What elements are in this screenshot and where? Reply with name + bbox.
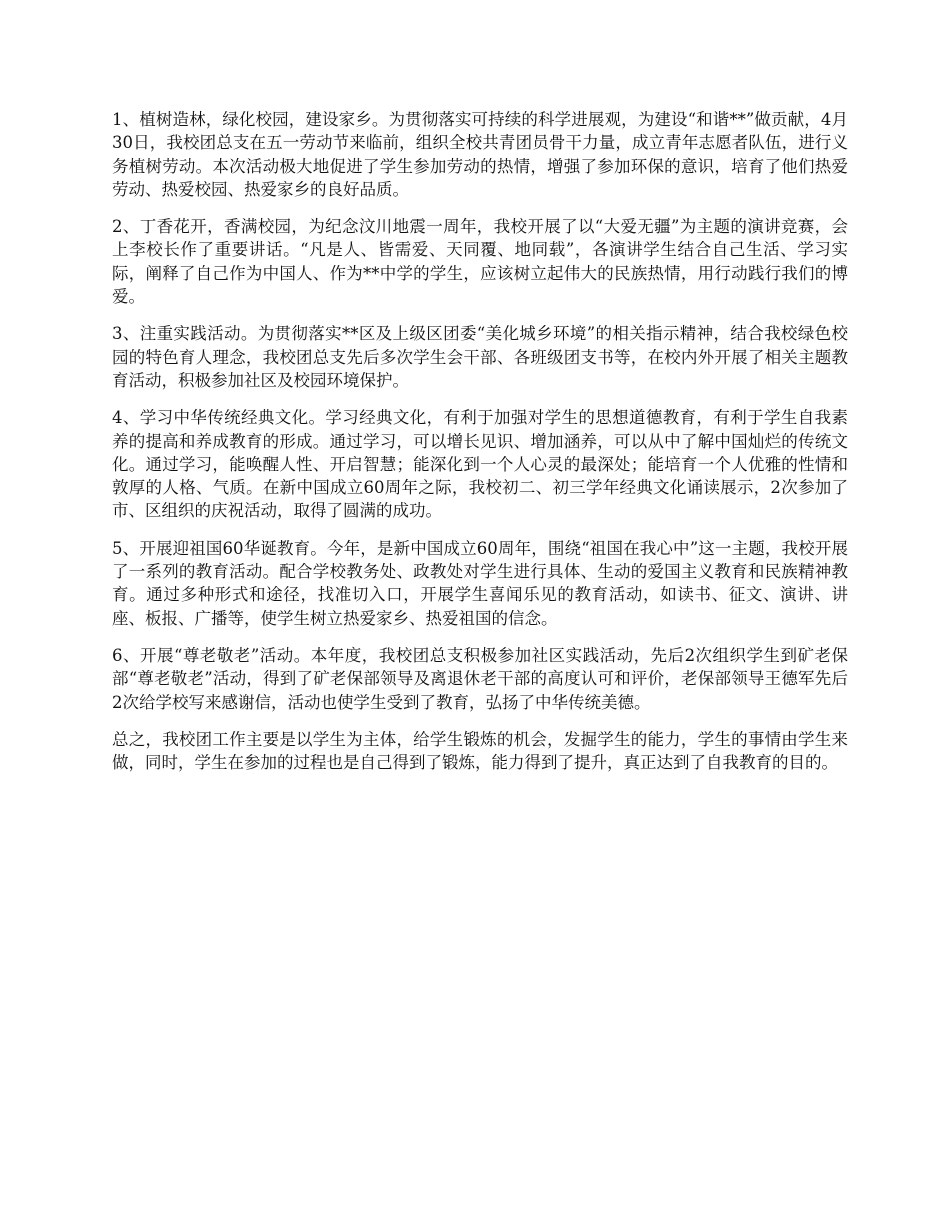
paragraph-1: 1、植树造林，绿化校园，建设家乡。为贯彻落实可持续的科学进展观，为建设“和谐**”做贡献，4月30日，我校团总支在五一劳动节来临前，组织全校共青团员骨干力量，成立青年志愿者队伍，进行义务植树劳动。本次活动极大地促进了学生参加劳动的热情，增强了参加环保的意识，培育了他们热爱劳动、热爱校园、热爱家乡的良好品质。 (112, 110, 848, 199)
paragraph-3: 3、注重实践活动。为贯彻落实**区及上级区团委“美化城乡环境”的相关指示精神，结合我校绿色校园的特色育人理念，我校团总支先后多次学生会干部、各班级团支书等，在校内外开展了相关主题教育活动，积极参加社区及校园环境保护。 (112, 324, 848, 390)
document-body (112, 108, 848, 788)
paragraph-5: 5、开展迎祖国60华诞教育。今年，是新中国成立60周年，围绕“祖国在我心中”这一主题，我校开展了一系列的教育活动。配合学校教务处、政教处对学生进行具体、生动的爱国主义教育和民族精神教育。通过多种形式和途径，找准切入口，开展学生喜闻乐见的教育活动，如读书、征文、演讲、讲座、板报、广播等，使学生树立热爱家乡、热爱祖国的信念。 (112, 538, 848, 628)
paragraph-summary: 总之，我校团工作主要是以学生为主体，给学生锻炼的机会，发掘学生的能力，学生的事情由学生来做，同时，学生在参加的过程也是自己得到了锻炼，能力得到了提升，真正达到了自我教育的目的。 (112, 729, 848, 773)
paragraph-2: 2、丁香花开，香满校园，为纪念汶川地震一周年，我校开展了以“大爱无疆”为主题的演讲竞赛，会上李校长作了重要讲话。“凡是人、皆需爱、天同覆、地同载”，各演讲学生结合自己生活、学习实际，阐释了自己作为中国人、作为**中学的学生，应该树立起伟大的民族热情，用行动践行我们的博爱。 (112, 217, 848, 307)
paragraph-6: 6、开展“尊老敬老”活动。本年度，我校团总支积极参加社区实践活动，先后2次组织学生到矿老保部“尊老敬老”活动，得到了矿老保部领导及离退休老干部的高度认可和评价，老保部领导王德军先后2次给学校写来感谢信，活动也使学生受到了教育，弘扬了中华传统美德。 (112, 645, 848, 712)
paragraph-4: 4、学习中华传统经典文化。学习经典文化，有利于加强对学生的思想道德教育，有利于学生自我素养的提高和养成教育的形成。通过学习，可以增长见识、增加涵养，可以从中了解中国灿烂的传统文化。通过学习，能唤醒人性、开启智慧；能深化到一个人心灵的最深处；能培育一个人优雅的性情和敦厚的人格、气质。在新中国成立60周年之际，我校初二、初三学年经典文化诵读展示，2次参加了市、区组织的庆祝活动，取得了圆满的成功。 (112, 408, 848, 521)
